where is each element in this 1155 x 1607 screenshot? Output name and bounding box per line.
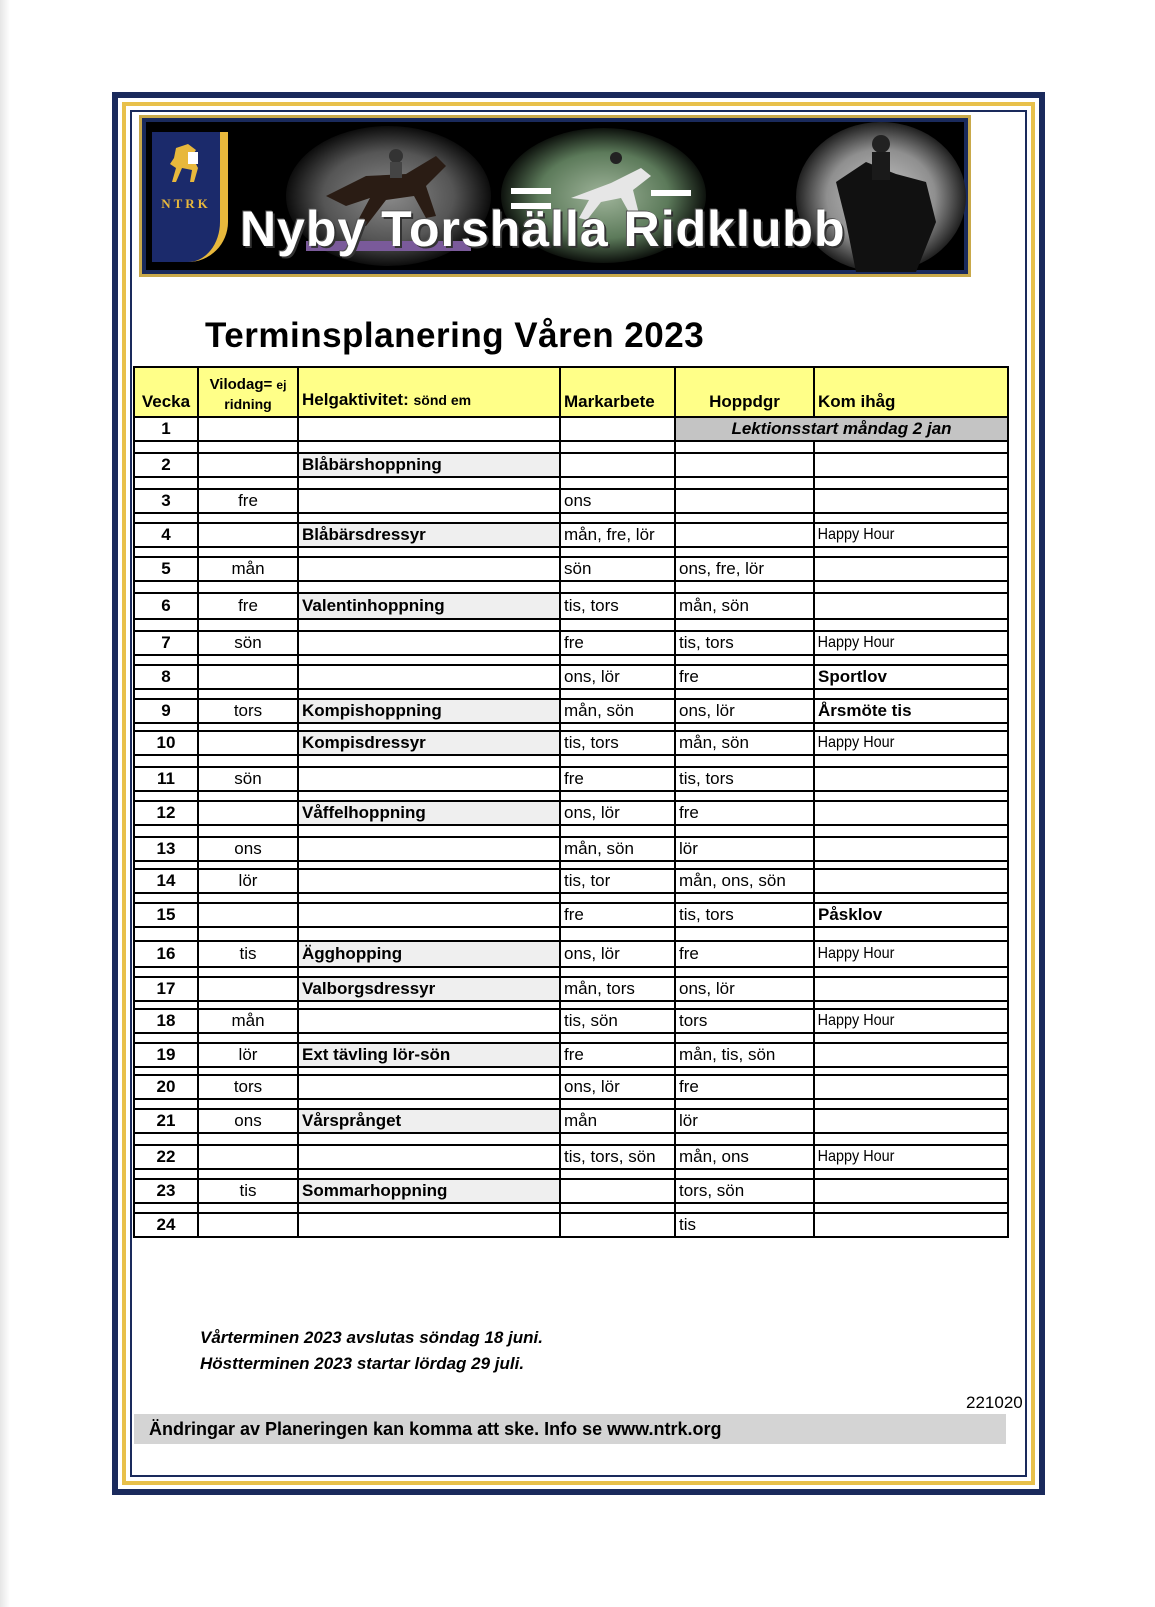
kom-ihag-cell: Påsklov	[814, 903, 1008, 927]
vilodag-cell: fre	[198, 489, 298, 513]
row-spacer	[134, 581, 1008, 593]
vilodag-cell	[198, 1213, 298, 1237]
hoppdgr-cell: tis	[675, 1213, 814, 1237]
markarbete-cell	[560, 453, 675, 477]
hoppdgr-cell	[675, 489, 814, 513]
row-spacer	[134, 1133, 1008, 1145]
week-cell: 13	[134, 837, 198, 861]
table-row	[134, 1043, 1008, 1067]
vilodag-cell	[198, 903, 298, 927]
markarbete-cell: tis, tor	[560, 869, 675, 893]
hoppdgr-cell: lör	[675, 837, 814, 861]
table-row	[134, 1075, 1008, 1099]
hoppdgr-cell: mån, ons	[675, 1145, 814, 1169]
vilodag-cell: tors	[198, 1075, 298, 1099]
header-vecka: Vecka	[134, 367, 198, 417]
helgaktivitet-cell	[298, 1145, 560, 1169]
hoppdgr-cell: fre	[675, 1075, 814, 1099]
markarbete-cell: mån, tors	[560, 977, 675, 1001]
vilodag-cell: sön	[198, 767, 298, 791]
hoppdgr-cell: mån, sön	[675, 593, 814, 619]
row-spacer	[134, 723, 1008, 731]
page-edge-shadow	[0, 0, 10, 1607]
hoppdgr-cell: fre	[675, 941, 814, 967]
table-row	[134, 1145, 1008, 1169]
kom-ihag-cell	[814, 1043, 1008, 1067]
hoppdgr-cell	[675, 523, 814, 547]
hoppdgr-cell: mån, ons, sön	[675, 869, 814, 893]
week-cell: 14	[134, 869, 198, 893]
hoppdgr-cell: fre	[675, 801, 814, 825]
kom-ihag-cell	[814, 1179, 1008, 1203]
schedule-table	[133, 366, 1009, 1238]
markarbete-cell: mån, sön	[560, 837, 675, 861]
schedule-body	[134, 417, 1008, 1237]
kom-ihag-cell: Happy Hour	[814, 631, 989, 655]
kom-ihag-cell	[814, 453, 1008, 477]
week-cell: 1	[134, 417, 198, 441]
kom-ihag-cell	[814, 1109, 1008, 1133]
week-cell: 7	[134, 631, 198, 655]
hoppdgr-cell: tors, sön	[675, 1179, 814, 1203]
table-row	[134, 1109, 1008, 1133]
row-spacer	[134, 689, 1008, 699]
markarbete-cell: ons, lör	[560, 665, 675, 689]
horse-logo-icon	[158, 138, 214, 194]
kom-ihag-cell	[814, 977, 1008, 1001]
helgaktivitet-cell: Våffelhoppning	[298, 801, 560, 825]
row-spacer	[134, 861, 1008, 869]
markarbete-cell	[560, 1213, 675, 1237]
markarbete-cell: tis, sön	[560, 1009, 675, 1033]
week-cell: 23	[134, 1179, 198, 1203]
vilodag-cell: tis	[198, 941, 298, 967]
kom-ihag-cell	[814, 801, 1008, 825]
helgaktivitet-cell: Kompisdressyr	[298, 731, 560, 755]
header-vilodag: Vilodag= ej ridning	[198, 367, 298, 417]
table-row	[134, 557, 1008, 581]
row-spacer	[134, 655, 1008, 665]
club-logo	[152, 132, 228, 262]
header-helgaktivitet: Helgaktivitet: sönd em	[298, 367, 560, 417]
table-row	[134, 869, 1008, 893]
vilodag-cell	[198, 977, 298, 1001]
week-cell: 17	[134, 977, 198, 1001]
table-row	[134, 665, 1008, 689]
markarbete-cell: tis, tors	[560, 593, 675, 619]
kom-ihag-cell: Happy Hour	[814, 731, 989, 755]
vilodag-cell	[198, 1145, 298, 1169]
helgaktivitet-cell: Blåbärsdressyr	[298, 523, 560, 547]
markarbete-cell: tis, tors, sön	[560, 1145, 675, 1169]
table-row	[134, 1213, 1008, 1237]
helgaktivitet-cell	[298, 767, 560, 791]
kom-ihag-cell: Happy Hour	[814, 1009, 989, 1033]
club-banner	[142, 118, 968, 274]
table-row	[134, 593, 1008, 619]
markarbete-cell: sön	[560, 557, 675, 581]
vilodag-cell: mån	[198, 1009, 298, 1033]
hoppdgr-cell: tors	[675, 1009, 814, 1033]
hoppdgr-cell: fre	[675, 665, 814, 689]
helgaktivitet-cell	[298, 837, 560, 861]
week-cell: 2	[134, 453, 198, 477]
helgaktivitet-cell	[298, 631, 560, 655]
header-markarbete: Markarbete	[560, 367, 675, 417]
markarbete-cell: fre	[560, 903, 675, 927]
markarbete-cell: mån	[560, 1109, 675, 1133]
table-row	[134, 489, 1008, 513]
helgaktivitet-cell	[298, 1075, 560, 1099]
hoppdgr-cell: mån, tis, sön	[675, 1043, 814, 1067]
row-spacer	[134, 927, 1008, 941]
vilodag-cell: lör	[198, 869, 298, 893]
table-row	[134, 699, 1008, 723]
hoppdgr-cell: tis, tors	[675, 767, 814, 791]
markarbete-cell: ons	[560, 489, 675, 513]
row-spacer	[134, 755, 1008, 767]
hoppdgr-cell: ons, lör	[675, 699, 814, 723]
hoppdgr-cell: ons, fre, lör	[675, 557, 814, 581]
helgaktivitet-cell: Kompishoppning	[298, 699, 560, 723]
table-row	[134, 801, 1008, 825]
helgaktivitet-cell: Sommarhoppning	[298, 1179, 560, 1203]
table-row	[134, 731, 1008, 755]
kom-ihag-cell: Happy Hour	[814, 1145, 989, 1169]
helgaktivitet-cell	[298, 665, 560, 689]
week-cell: 6	[134, 593, 198, 619]
week-cell: 12	[134, 801, 198, 825]
helgaktivitet-cell: Ägghopping	[298, 941, 560, 967]
vilodag-cell	[198, 665, 298, 689]
helgaktivitet-cell	[298, 1009, 560, 1033]
row-spacer	[134, 513, 1008, 523]
vilodag-cell: sön	[198, 631, 298, 655]
hoppdgr-cell	[675, 453, 814, 477]
week-cell: 9	[134, 699, 198, 723]
markarbete-cell: ons, lör	[560, 1075, 675, 1099]
hoppdgr-cell: tis, tors	[675, 903, 814, 927]
markarbete-cell	[560, 417, 675, 441]
table-row	[134, 523, 1008, 547]
helgaktivitet-cell: Ext tävling lör-sön	[298, 1043, 560, 1067]
row-spacer	[134, 1169, 1008, 1179]
vilodag-cell: tors	[198, 699, 298, 723]
helgaktivitet-cell	[298, 869, 560, 893]
kom-ihag-cell	[814, 869, 1008, 893]
week-cell: 11	[134, 767, 198, 791]
helgaktivitet-cell: Valborgsdressyr	[298, 977, 560, 1001]
markarbete-cell: fre	[560, 767, 675, 791]
row-spacer	[134, 1099, 1008, 1109]
kom-ihag-cell	[814, 1075, 1008, 1099]
vilodag-cell	[198, 523, 298, 547]
helgaktivitet-cell	[298, 489, 560, 513]
week-cell: 5	[134, 557, 198, 581]
hoppdgr-cell: tis, tors	[675, 631, 814, 655]
markarbete-cell: fre	[560, 1043, 675, 1067]
week-cell: 10	[134, 731, 198, 755]
week-cell: 3	[134, 489, 198, 513]
helgaktivitet-cell: Blåbärshoppning	[298, 453, 560, 477]
helgaktivitet-cell	[298, 417, 560, 441]
row-spacer	[134, 1203, 1008, 1213]
markarbete-cell: mån, sön	[560, 699, 675, 723]
table-row	[134, 1179, 1008, 1203]
hoppdgr-cell: lör	[675, 1109, 814, 1133]
row-spacer	[134, 477, 1008, 489]
markarbete-cell	[560, 1179, 675, 1203]
markarbete-cell: ons, lör	[560, 941, 675, 967]
helgaktivitet-cell: Valentinhoppning	[298, 593, 560, 619]
kom-ihag-cell: Happy Hour	[814, 941, 989, 967]
footer-bar: Ändringar av Planeringen kan komma att ske. Info se www.ntrk.org	[134, 1414, 1006, 1444]
vilodag-cell	[198, 453, 298, 477]
kom-ihag-cell	[814, 1213, 1008, 1237]
row-spacer	[134, 825, 1008, 837]
week-cell: 24	[134, 1213, 198, 1237]
header-kom-ihag: Kom ihåg	[814, 367, 1008, 417]
kom-ihag-cell: Happy Hour	[814, 523, 989, 547]
table-row	[134, 1009, 1008, 1033]
week-cell: 4	[134, 523, 198, 547]
week-cell: 21	[134, 1109, 198, 1133]
vilodag-cell: lör	[198, 1043, 298, 1067]
kom-ihag-cell	[814, 557, 1008, 581]
header-row	[134, 367, 1008, 417]
table-row	[134, 941, 1008, 967]
vilodag-cell: ons	[198, 1109, 298, 1133]
week-cell: 19	[134, 1043, 198, 1067]
week-cell: 18	[134, 1009, 198, 1033]
term-end-note: Vårterminen 2023 avslutas söndag 18 juni.	[200, 1328, 543, 1347]
week-cell: 16	[134, 941, 198, 967]
week-cell: 20	[134, 1075, 198, 1099]
row-spacer	[134, 441, 1008, 453]
table-row	[134, 631, 1008, 655]
hoppdgr-cell: ons, lör	[675, 977, 814, 1001]
table-row	[134, 453, 1008, 477]
table-row	[134, 837, 1008, 861]
kom-ihag-cell: Årsmöte tis	[814, 699, 1008, 723]
kom-ihag-cell	[814, 767, 1008, 791]
vilodag-cell: ons	[198, 837, 298, 861]
week-cell: 8	[134, 665, 198, 689]
term-start-note: Höstterminen 2023 startar lördag 29 juli.	[200, 1354, 525, 1373]
table-row	[134, 977, 1008, 1001]
vilodag-cell	[198, 801, 298, 825]
table-row	[134, 903, 1008, 927]
logo-text: NTRK	[161, 196, 211, 211]
row-spacer	[134, 1067, 1008, 1075]
row-spacer	[134, 1033, 1008, 1043]
row-spacer	[134, 893, 1008, 903]
week-cell: 15	[134, 903, 198, 927]
helgaktivitet-cell	[298, 1213, 560, 1237]
row-spacer	[134, 619, 1008, 631]
helgaktivitet-cell: Vårsprånget	[298, 1109, 560, 1133]
document-code: 221020	[966, 1393, 1023, 1412]
vilodag-cell: mån	[198, 557, 298, 581]
vilodag-cell: tis	[198, 1179, 298, 1203]
markarbete-cell: tis, tors	[560, 731, 675, 755]
kom-ihag-cell	[814, 489, 1008, 513]
markarbete-cell: ons, lör	[560, 801, 675, 825]
vilodag-cell	[198, 417, 298, 441]
row-spacer	[134, 1001, 1008, 1009]
header-hoppdgr: Hoppdgr	[675, 367, 814, 417]
markarbete-cell: fre	[560, 631, 675, 655]
table-row	[134, 767, 1008, 791]
vilodag-cell	[198, 731, 298, 755]
kom-ihag-cell	[814, 837, 1008, 861]
club-name: Nyby Torshälla Ridklubb	[240, 201, 846, 257]
page-title: Terminsplanering Våren 2023	[205, 316, 705, 355]
vilodag-cell: fre	[198, 593, 298, 619]
row-spacer	[134, 791, 1008, 801]
hoppdgr-cell: mån, sön	[675, 731, 814, 755]
kom-ihag-cell: Sportlov	[814, 665, 1008, 689]
markarbete-cell: mån, fre, lör	[560, 523, 675, 547]
row-spacer	[134, 547, 1008, 557]
helgaktivitet-cell	[298, 557, 560, 581]
kom-ihag-cell	[814, 593, 1008, 619]
table-row	[134, 417, 1008, 441]
helgaktivitet-cell	[298, 903, 560, 927]
week-cell: 22	[134, 1145, 198, 1169]
row-spacer	[134, 967, 1008, 977]
lektionsstart-note: Lektionsstart måndag 2 jan	[675, 417, 1008, 441]
